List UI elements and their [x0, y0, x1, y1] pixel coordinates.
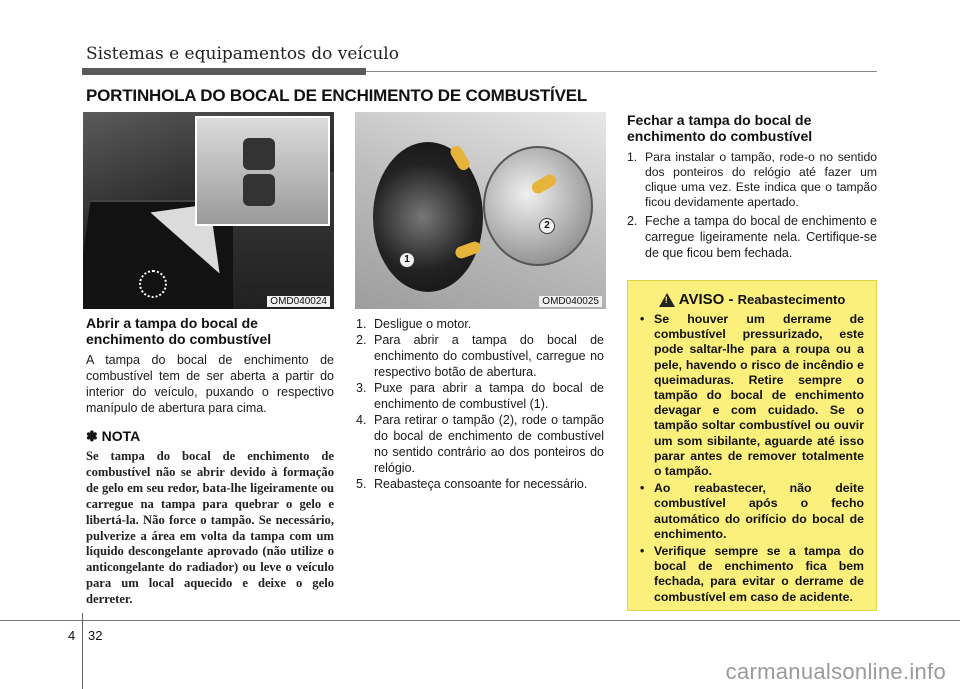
- close-heading: Fechar a tampa do bocal de enchimento do combustível: [627, 112, 813, 144]
- list-item: 2. Para abrir a tampa do bocal de enchimento do combustível, carregue no respectivo botão de abertura.: [356, 333, 604, 379]
- photo-interior-release-lever: [83, 112, 334, 309]
- warning-list: [640, 312, 864, 605]
- list-item: 3. Puxe para abrir a tampa do bocal de enchimento de combustível (1).: [356, 381, 604, 411]
- header-bar: [82, 68, 366, 75]
- photo-caption: OMD040025: [539, 296, 602, 307]
- photo-fuel-filler-door: [355, 112, 606, 309]
- chapter-title: Sistemas e equipamentos do veículo: [86, 44, 399, 64]
- list-item: 1. Para instalar o tampão, rode-o no sentido dos ponteiros do relógio até fazer um clique uma vez. Este indica que o tampão ficou devidamente apertado.: [627, 150, 877, 209]
- list-item: 5. Reabasteça consoante for necessário.: [356, 477, 588, 491]
- callout-badge-1: 1: [399, 252, 415, 268]
- close-steps-list: [627, 150, 877, 261]
- chapter-number: 4: [68, 628, 76, 643]
- list-item: 1. Desligue o motor.: [356, 317, 472, 331]
- list-item: 4. Para retirar o tampão (2), rode o tampão do bocal de enchimento de combustível no sentido contrário ao dos ponteiros do relógio.: [356, 413, 604, 475]
- callout-badge-2: 2: [539, 218, 555, 234]
- filler-cap: [483, 146, 593, 266]
- lever-location-circle: [139, 270, 167, 298]
- photo-caption: OMD040024: [267, 296, 330, 307]
- open-steps-list: [356, 316, 604, 492]
- list-item: 2. Feche a tampa do bocal de enchimento e carregue ligeiramente nela. Certifique-se de que ficou bem fechada.: [627, 214, 877, 260]
- watermark: carmanualsonline.info: [725, 659, 946, 684]
- warning-box: [627, 280, 877, 611]
- note-text: Se tampa do bocal de enchimento de combustível não se abrir devido à formação de gelo em seu redor, bata-lhe ligeiramente ou carregue na tampa para quebrar o gelo e libertá-la. Não force o tampão. Se necessário, pulverize a área em volta da tampa com um líquido descongelante aprovado (não utilize o anticongelante do radiador) ou leve o veículo para um local aquecido e deixe o gelo derreter.: [86, 449, 334, 607]
- header-rule: [366, 71, 877, 72]
- footer-divider: [82, 613, 83, 689]
- list-item: • Se houver um derrame de combustível pressurizado, este pode saltar-lhe para a roupa ou a pele, havendo o risco de incêndio e queimaduras. Retire sempre o tampão do bocal de enchimento devagar e com cuidado. Se o tampão soltar combustível ou ouvir um som sibilante, aguarde até isso parar antes de remover totalmente o tampão.: [640, 312, 864, 479]
- lever-detail-inset: [195, 116, 330, 226]
- page-number: 32: [88, 628, 103, 643]
- trunk-lever-icon: [243, 138, 275, 170]
- warning-header: [640, 291, 864, 308]
- warning-title: AVISO - Reabastecimento: [678, 291, 846, 308]
- footer-rule: [0, 620, 960, 621]
- note-title: ✽ NOTA: [86, 428, 141, 444]
- list-item: • Verifique sempre se a tampa do bocal de enchimento fica bem fechada, para evitar o derrame de combustível em caso de acidente.: [640, 544, 864, 605]
- open-heading: Abrir a tampa do bocal de enchimento do combustível: [86, 315, 272, 347]
- fuel-lever-icon: [243, 174, 275, 206]
- section-title: PORTINHOLA DO BOCAL DE ENCHIMENTO DE COMBUSTÍVEL: [86, 86, 588, 105]
- open-text: A tampa do bocal de enchimento de combustível tem de ser aberta a partir do interior do veículo, puxando o respectivo manípulo de abertura para cima.: [86, 353, 334, 415]
- warning-triangle-icon: [659, 293, 675, 307]
- list-item: • Ao reabastecer, não deite combustível após o fecho automático do orifício do bocal de enchimento.: [640, 481, 864, 542]
